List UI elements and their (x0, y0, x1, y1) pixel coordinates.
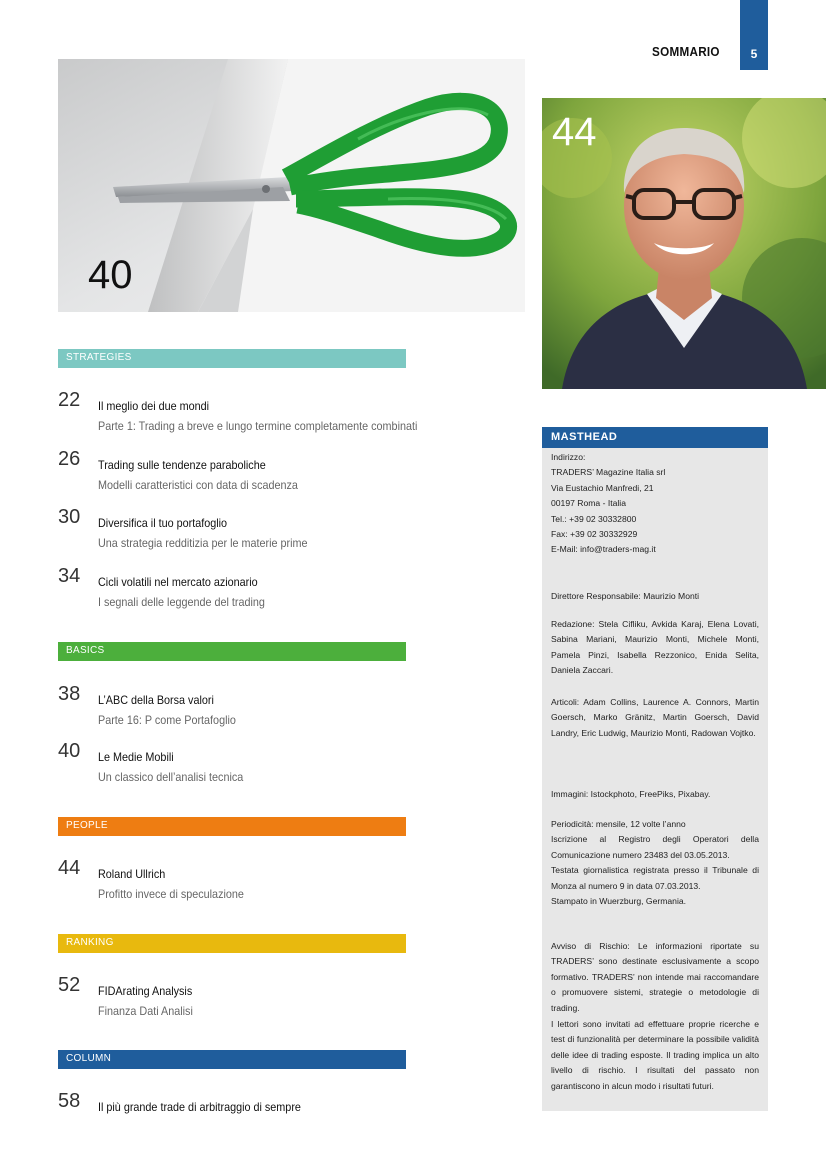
toc-page-number: 52 (58, 974, 81, 996)
masthead-articles: Articoli: Adam Collins, Laurence A. Connors, Martin Goersch, Marko Gränitz, Martin Goersch, David Landry, Eric Ludwig, Maurizio Monti, Radowan Vojtko. (551, 697, 759, 738)
toc-page-number: 34 (58, 565, 81, 587)
section-bar-strategies: STRATEGIES (58, 349, 406, 368)
section-bar-column: COLUMN (58, 1050, 406, 1069)
section-bar-ranking: RANKING (58, 934, 406, 953)
address-line: Fax: +39 02 30332929 (551, 529, 638, 540)
address-line: Via Eustachio Manfredi, 21 (551, 482, 654, 493)
masthead-director: Direttore Responsabile: Maurizio Monti (551, 591, 700, 601)
address-line: Indirizzo: (551, 452, 586, 462)
toc-subtitle: Modelli caratteristici con data di scadenza (98, 478, 298, 492)
toc-title: Il più grande trade di arbitraggio di sempre (98, 1100, 301, 1114)
page-section-title: SOMMARIO (652, 44, 720, 59)
masthead-box (542, 427, 768, 1111)
toc-title: Le Medie Mobili (98, 750, 174, 764)
toc-subtitle: Profitto invece di speculazione (98, 887, 244, 901)
toc-page-number: 40 (58, 740, 81, 762)
address-line[interactable]: E-Mail: info@traders-mag.it (551, 544, 656, 555)
toc-subtitle: Parte 16: P come Portafoglio (98, 713, 236, 727)
toc-page-number: 44 (58, 857, 81, 879)
page-number-tab: 5 (740, 0, 768, 70)
section-bar-basics: BASICS (58, 642, 406, 661)
scissors-photo (58, 59, 525, 312)
toc-subtitle: I segnali delle leggende del trading (98, 595, 265, 609)
feature-page-number: 40 (88, 253, 133, 297)
toc-page-number: 38 (58, 683, 81, 705)
toc-subtitle: Un classico dell’analisi tecnica (98, 770, 244, 784)
toc-title: Cicli volatili nel mercato azionario (98, 575, 258, 589)
toc-title: Diversifica il tuo portafoglio (98, 516, 228, 530)
masthead-editorial: Redazione: Stela Cifliku, Avkida Karaj, Elena Lovati, Sabina Mariani, Maurizio Monti, Michele Monti, Pamela Pinzi, Isabella Rezzonico, Enida Selita, Daniela Zaccari. (551, 619, 759, 676)
section-bar-people: PEOPLE (58, 817, 406, 836)
address-line: TRADERS’ Magazine Italia srl (551, 467, 666, 478)
toc-title: Il meglio dei due mondi (98, 399, 210, 413)
toc-page-number: 22 (58, 389, 81, 411)
masthead-address (551, 450, 759, 558)
toc-title: Roland Ullrich (98, 867, 166, 881)
feature-page-number: 44 (552, 110, 597, 154)
toc-subtitle: Una strategia redditizia per le materie prime (98, 536, 308, 550)
toc-subtitle: Parte 1: Trading a breve e lungo termine completamente combinati (98, 419, 418, 433)
masthead-risk-notice: Avviso di Rischio: Le informazioni riportate su TRADERS’ sono destinate esclusivamente a scopo formativo. TRADERS’ non intende mai raccomandare o promuovere sistemi, strategie o metodologie di trading. (551, 941, 759, 1013)
toc-title: Trading sulle tendenze paraboliche (98, 458, 266, 472)
toc-title: L’ABC della Borsa valori (98, 693, 214, 707)
toc-subtitle: Finanza Dati Analisi (98, 1004, 193, 1018)
toc-title: FIDArating Analysis (98, 984, 193, 998)
toc-page-number: 58 (58, 1090, 81, 1112)
portrait-photo (542, 98, 826, 389)
masthead-images: Immagini: Istockphoto, FreePiks, Pixabay. (551, 789, 711, 799)
masthead-periodicity: Periodicità: mensile, 12 volte l’anno Iscrizione al Registro degli Operatori della Comunicazione numero 23483 del 03.05.2013. Testata giornalistica registrata presso il Tribunale di Monza al numero 9 in data 07.03.2013. Stampato in Wuerzburg, Germania. (551, 819, 759, 907)
toc-page-number: 30 (58, 506, 81, 528)
masthead-title: MASTHEAD (542, 427, 768, 448)
masthead-readers-notice: I lettori sono invitati ad effettuare proprie ricerche e test di funzionalità per determinare la possibile validità delle idee di trading esposte. Il trading implica un alto livello di rischio. I risultati del passato non garantiscono in alcun modo i risultati futuri. (551, 1019, 759, 1091)
address-line: 00197 Roma - Italia (551, 498, 626, 509)
address-line: Tel.: +39 02 30332800 (551, 513, 637, 524)
toc-page-number: 26 (58, 448, 81, 470)
